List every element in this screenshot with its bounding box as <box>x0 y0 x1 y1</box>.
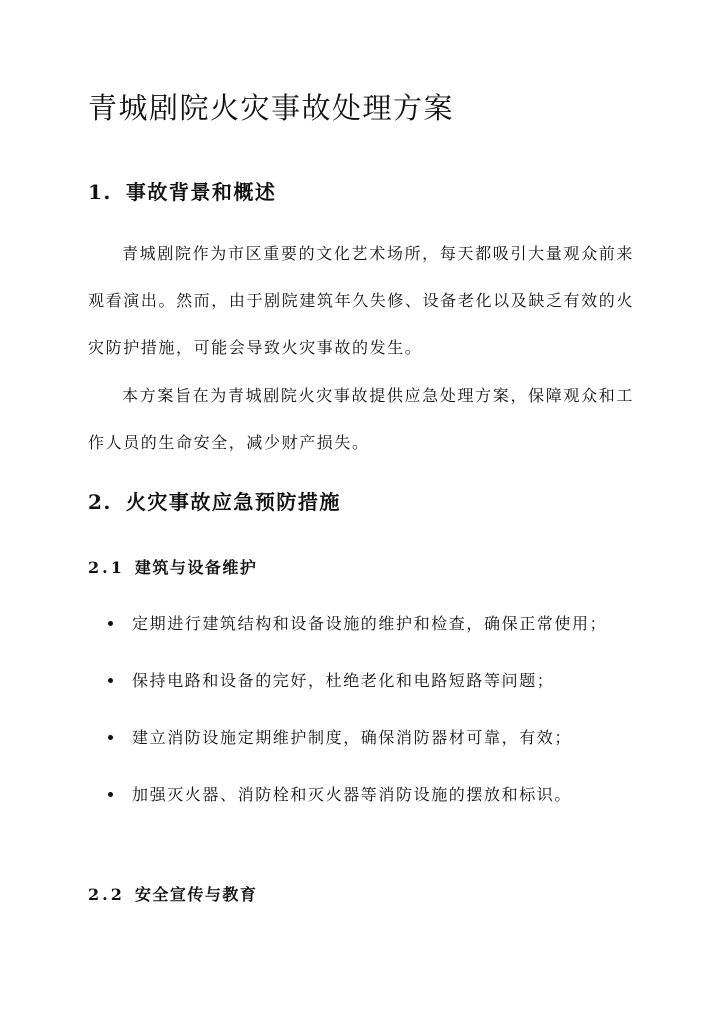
section-1-paragraph-1: 青城剧院作为市区重要的文化艺术场所，每天都吸引大量观众前来观看演出。然而，由于剧院建筑年久失修、设备老化以及缺乏有效的火灾防护措施，可能会导致火灾事故的发生。 <box>88 244 634 357</box>
subsection-2-1-bullet-list <box>88 600 634 828</box>
subsection-2-2-heading <box>88 882 257 905</box>
list-item <box>88 600 634 647</box>
list-item-text: 建立消防设施定期维护制度，确保消防器材可靠，有效； <box>132 728 573 747</box>
section-2-title: 火灾事故应急预防措施 <box>125 490 341 514</box>
subsection-2-2-number: 2.2 <box>88 885 125 904</box>
section-1-number: 1. <box>88 180 112 204</box>
section-2-heading <box>88 486 341 515</box>
list-item-text: 保持电路和设备的完好，杜绝老化和电路短路等问题； <box>132 671 555 690</box>
list-item-text: 加强灭火器、消防栓和灭火器等消防设施的摆放和标识。 <box>132 785 573 804</box>
section-1-paragraph-2: 本方案旨在为青城剧院火灾事故提供应急处理方案，保障观众和工作人员的生命安全，减少财产损失。 <box>88 386 634 452</box>
list-item <box>88 714 634 761</box>
subsection-2-1-heading <box>88 555 257 578</box>
subsection-2-1-title: 建筑与设备维护 <box>134 558 258 577</box>
section-1-title: 事故背景和概述 <box>125 180 277 204</box>
section-2-number: 2. <box>88 490 112 514</box>
bullet-dot-icon <box>108 735 113 740</box>
subsection-2-1-number: 2.1 <box>88 558 125 577</box>
list-item <box>88 657 634 704</box>
document-title: 青城剧院火灾事故处理方案 <box>88 91 455 125</box>
section-1-heading <box>88 176 276 205</box>
bullet-dot-icon <box>108 621 113 626</box>
list-item-text: 定期进行建筑结构和设备设施的维护和检查，确保正常使用； <box>132 614 608 633</box>
subsection-2-2-title: 安全宣传与教育 <box>134 885 258 904</box>
list-item <box>88 771 634 818</box>
bullet-dot-icon <box>108 678 113 683</box>
bullet-dot-icon <box>108 792 113 797</box>
